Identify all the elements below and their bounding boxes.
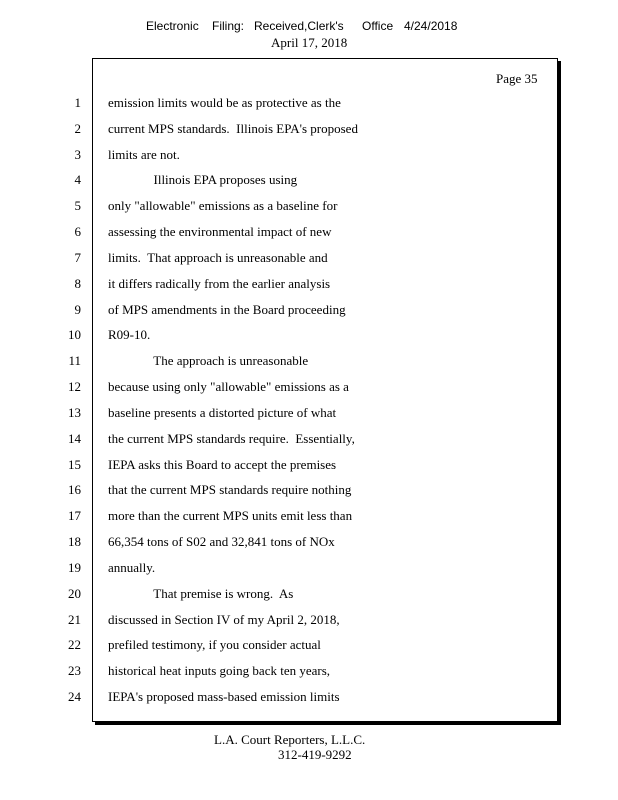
line-text: IEPA asks this Board to accept the premises [108, 457, 337, 472]
line-text: annually. [108, 560, 156, 575]
line-number: 11 [68, 353, 81, 368]
line-number: 10 [68, 327, 81, 342]
line-text: that the current MPS standards require nothing [108, 482, 352, 497]
line-number: 23 [68, 663, 81, 678]
line-text: only "allowable" emissions as a baseline for [108, 198, 338, 213]
page-number: Page 35 [496, 71, 538, 86]
line-text: more than the current MPS units emit less than [108, 508, 353, 523]
line-number: 4 [74, 172, 81, 187]
line-number: 15 [68, 457, 81, 472]
stamp-received: Received,Clerk's [254, 19, 344, 33]
line-number: 13 [68, 405, 81, 420]
line-text: The approach is unreasonable [108, 353, 309, 368]
line-number: 19 [68, 560, 81, 575]
line-text: current MPS standards. Illinois EPA's proposed [108, 121, 358, 136]
line-number: 6 [74, 224, 81, 239]
line-number: 2 [74, 121, 81, 136]
line-text: IEPA's proposed mass-based emission limits [108, 689, 340, 704]
line-number: 1 [74, 95, 81, 110]
line-number: 3 [74, 147, 81, 162]
line-text: baseline presents a distorted picture of what [108, 405, 337, 420]
line-text: That premise is wrong. As [108, 586, 294, 601]
stamp-office: Office [362, 19, 394, 33]
line-text: the current MPS standards require. Essentially, [108, 431, 355, 446]
line-number: 24 [68, 689, 81, 704]
line-text: because using only "allowable" emissions as a [108, 379, 349, 394]
line-text: assessing the environmental impact of new [108, 224, 332, 239]
line-text: discussed in Section IV of my April 2, 2018, [108, 612, 340, 627]
hearing-date: April 17, 2018 [271, 35, 348, 50]
line-text: emission limits would be as protective as the [108, 95, 341, 110]
line-number: 18 [68, 534, 81, 549]
line-text: prefiled testimony, if you consider actual [108, 637, 321, 652]
line-number: 12 [68, 379, 81, 394]
line-number: 9 [74, 302, 81, 317]
line-number: 21 [68, 612, 81, 627]
line-text: 66,354 tons of S02 and 32,841 tons of NOx [108, 534, 335, 549]
line-number: 14 [68, 431, 81, 446]
stamp-electronic: Electronic [146, 19, 199, 33]
line-text: R09-10. [108, 327, 151, 342]
stamp-date: 4/24/2018 [404, 19, 458, 33]
line-number: 20 [68, 586, 81, 601]
line-text: of MPS amendments in the Board proceeding [108, 302, 346, 317]
line-number: 17 [68, 508, 81, 523]
line-number: 8 [74, 276, 81, 291]
line-number: 16 [68, 482, 81, 497]
footer-phone: 312-419-9292 [278, 747, 352, 762]
line-number: 5 [74, 198, 81, 213]
line-text: historical heat inputs going back ten years, [108, 663, 331, 678]
line-text: limits are not. [108, 147, 180, 162]
line-number: 7 [74, 250, 81, 265]
line-number: 22 [68, 637, 81, 652]
line-text: it differs radically from the earlier analysis [108, 276, 331, 291]
line-text: limits. That approach is unreasonable and [108, 250, 328, 265]
footer-company: L.A. Court Reporters, L.L.C. [214, 732, 366, 747]
stamp-filing: Filing: [212, 19, 245, 33]
line-text: Illinois EPA proposes using [108, 172, 298, 187]
